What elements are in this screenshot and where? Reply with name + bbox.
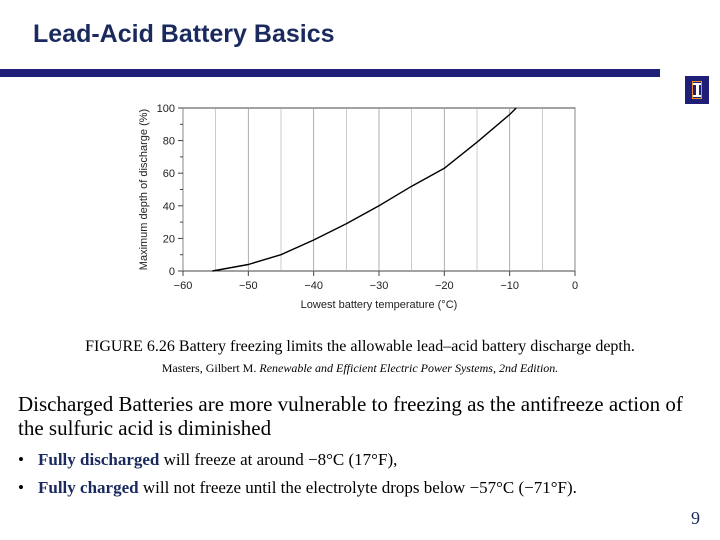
slide-title: Lead-Acid Battery Basics (33, 20, 335, 48)
figure-caption: FIGURE 6.26 Battery freezing limits the allowable lead–acid battery discharge depth. (85, 338, 635, 355)
x-tick-label: −50 (238, 280, 258, 292)
title-divider (0, 69, 660, 77)
x-tick-label: −20 (434, 280, 454, 292)
bullet-marker: • (18, 450, 24, 469)
y-tick-label: 100 (156, 103, 175, 115)
y-tick-label: 80 (162, 135, 175, 148)
bullet-text: will not freeze until the electrolyte drops below −57°C (−71°F). (138, 478, 577, 497)
y-tick-label: 20 (162, 233, 175, 246)
bullet-text: will freeze at around −8°C (17°F), (159, 450, 398, 469)
y-axis-label: Maximum depth of discharge (%) (138, 108, 150, 271)
source-author: Masters, Gilbert M. (161, 361, 260, 375)
bullet-item (18, 450, 397, 470)
page-number: 9 (691, 508, 700, 528)
bullet-highlight: Fully charged (38, 478, 139, 497)
y-tick-label: 60 (162, 168, 175, 181)
university-logo-icon (685, 76, 709, 104)
discharge-temperature-chart (130, 95, 590, 315)
x-tick-label: −10 (500, 280, 520, 292)
bullet-marker: • (18, 478, 24, 497)
x-tick-label: 0 (571, 280, 579, 292)
source-title: Renewable and Efficient Electric Power Systems, 2nd Edition. (259, 361, 559, 375)
body-paragraph: Discharged Batteries are more vulnerable to freezing as the antifreeze action of the sulfuric acid is diminished (18, 392, 683, 440)
figure-source (0, 361, 720, 376)
x-axis-label: Lowest battery temperature (°C) (300, 299, 458, 311)
x-tick-label: −40 (304, 280, 324, 292)
bullet-highlight: Fully discharged (38, 450, 160, 469)
y-tick-label: 0 (168, 266, 175, 278)
x-tick-label: −30 (369, 280, 389, 292)
x-tick-label: −60 (173, 280, 193, 292)
y-tick-label: 40 (162, 200, 175, 213)
bullet-item (18, 478, 577, 498)
